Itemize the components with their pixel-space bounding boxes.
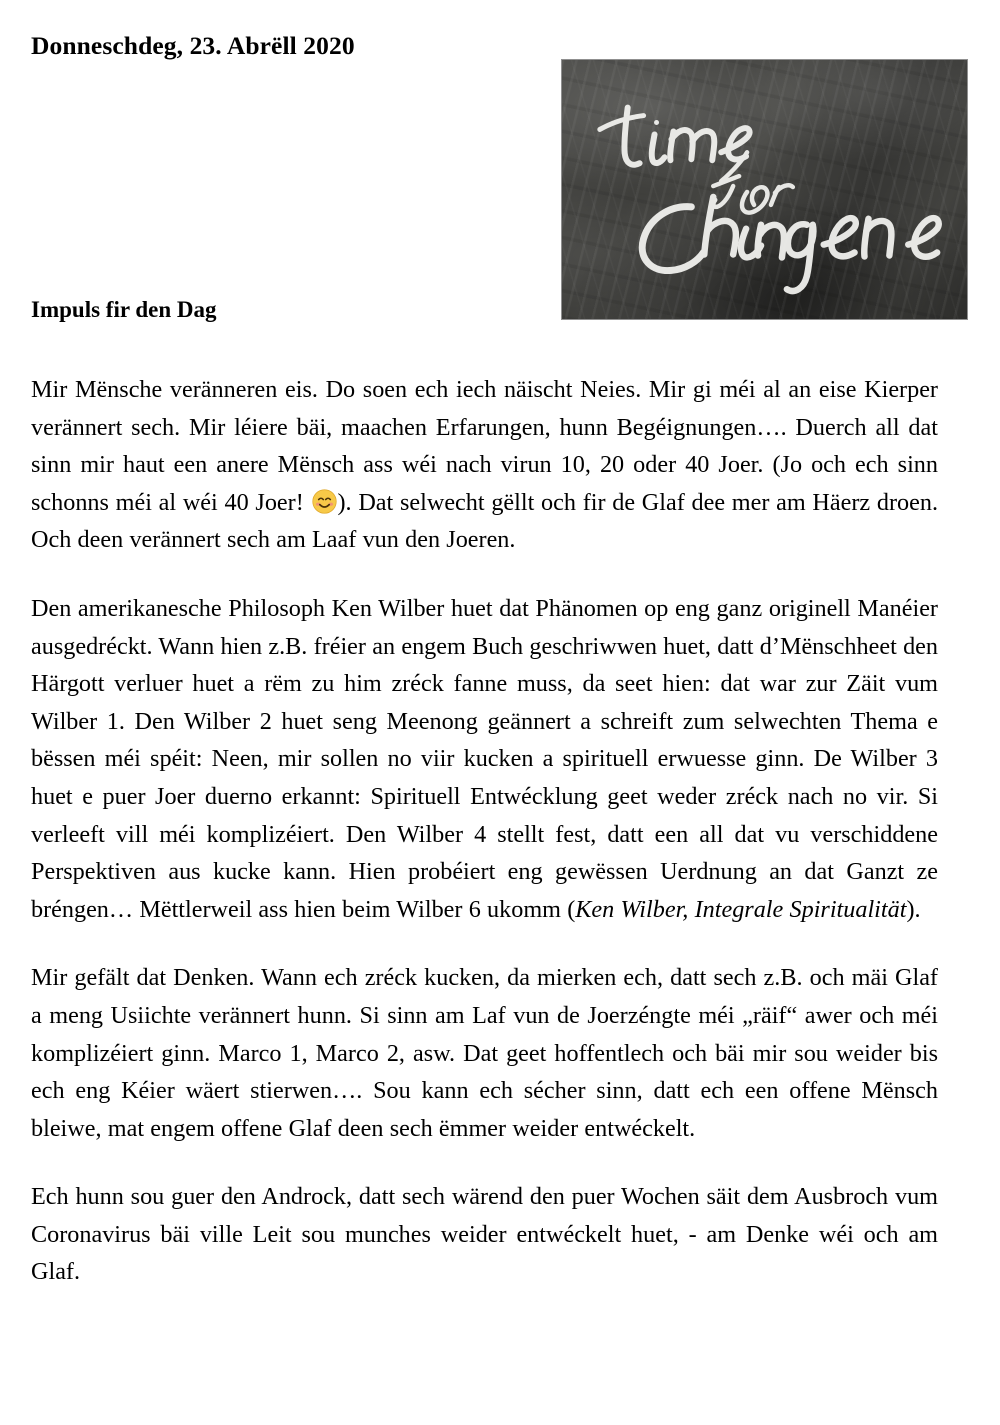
- smiling-face-icon: [312, 488, 337, 513]
- paragraph-4: Ech hunn sou guer den Androck, datt sech wärend den puer Wochen säit dem Ausbroch vum Coronavirus bäi ville Leit sou munches weider entwéckelt huet, - am Denke wéi och am Glaf.: [31, 1183, 938, 1286]
- document-date-heading: Donneschdeg, 23. Abrëll 2020: [31, 31, 355, 61]
- paragraph-3: Mir gefält dat Denken. Wann ech zréck kucken, da mierken ech, datt sech z.B. och mäi Glaf a meng Usiichte verännert hunn. Si sinn am Laf vun de Joerzéngte méi „räif“ awer och méi komplizéiert ginn. Marco 1, Marco 2, asw. Dat geet hoffentlech och bäi mir sou weider bis ech eng Kéier wäert stierwen…. Sou kann ech sécher sinn, datt ech een offene Mënsch bleiwe, mat engem offene Glaf deen sech ëmmer weider entwéckelt.: [31, 964, 938, 1142]
- paragraph-2-text-b: ).: [906, 895, 921, 923]
- book-citation: Ken Wilber, Integrale Spiritualität: [575, 895, 907, 923]
- paragraph-2: [31, 590, 938, 928]
- paragraph-1: [31, 371, 938, 559]
- section-heading: Impuls fir den Dag: [31, 297, 217, 323]
- chalk-handwriting-icon: [562, 60, 967, 319]
- paragraph-1-text-b: ). Dat selwecht gëllt och fir de Glaf dee mer am Häerz droen. Och deen verännert sech am Laaf vun den Joeren.: [31, 488, 938, 554]
- paragraph-1-text-a: Mir Mënsche veränneren eis. Do soen ech iech näischt Neies. Mir gi méi al an eise Kierper verännert sech. Mir léiere bäi, maachen Erfarungen, hunn Begéignungen…. Duerch all dat sinn mir haut een anere Mënsch ass wéi nach virun 10, 20 oder 40 Joer. (Jo och ech sinn schonns méi al wéi 40 Joer!: [31, 376, 938, 516]
- paragraph-2-text-a: Den amerikanesche Philosoph Ken Wilber huet dat Phänomen op eng ganz originell Manéier ausgedréckt. Wann hien z.B. fréier an engem Buch geschriwwen huet, datt d’Mënschheet den Härgott verluer huet a rëm zu him zréck fanne muss, da seet hien: dat war zur Zäit vum Wilber 1. Den Wilber 2 huet seng Meenong geännert a schreift zum selwechten Thema e bëssen méi spéit: Neen, mir sollen no viir kucken a spirituell erwuesse ginn. De Wilber 3 huet e puer Joer duerno erkannt: Spirituell Entwécklung geet weder zréck nach no vir. Si verleeft vill méi komplizéiert. Den Wilber 4 stellt fest, datt een all dat vu verschiddene Perspektiven aus kucke kann. Hien probéiert eng gewëssen Uerdnung an dat Ganzt ze bréngen… Mëttlerweil ass hien beim Wilber 6 ukomm (: [31, 594, 938, 923]
- article-body: [31, 371, 938, 1291]
- hero-image-chalkboard: [561, 59, 968, 320]
